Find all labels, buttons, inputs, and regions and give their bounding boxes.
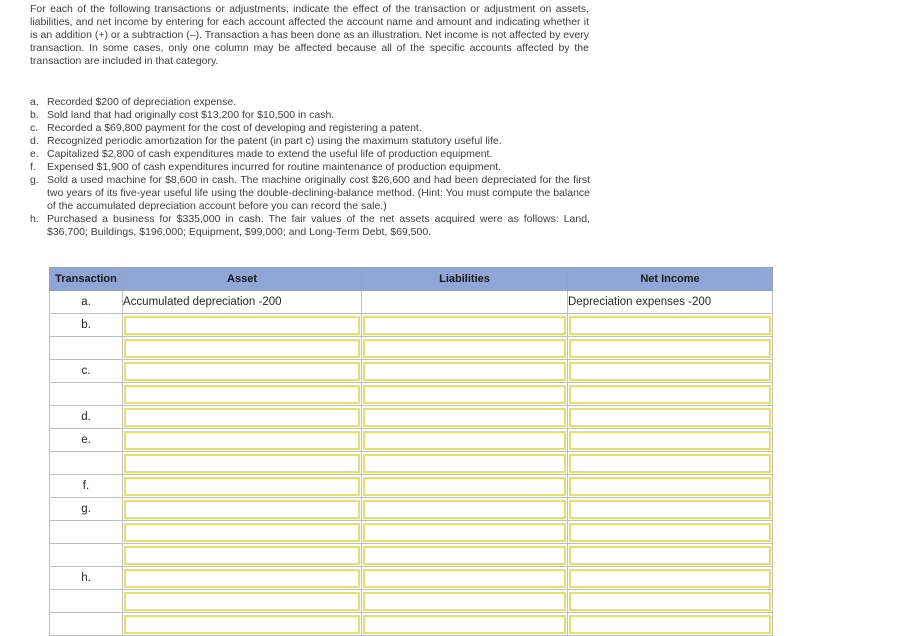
transaction-letter: f.: [30, 161, 36, 173]
net-income-input[interactable]: [569, 362, 771, 381]
table-row-f: [50, 475, 773, 498]
column-header-transaction: Transaction: [50, 268, 123, 291]
transaction-letter: g.: [30, 174, 39, 186]
net-income-cell: [568, 360, 773, 383]
liabilities-cell: [362, 383, 568, 406]
liabilities-input[interactable]: [363, 569, 566, 588]
net-income-input[interactable]: [569, 546, 771, 565]
transaction-label: [50, 590, 123, 613]
liabilities-cell: [362, 360, 568, 383]
transaction-label: b.: [50, 314, 123, 337]
asset-input[interactable]: [124, 615, 360, 634]
liabilities-cell: [362, 544, 568, 567]
asset-cell: [123, 567, 362, 590]
transaction-label: [50, 337, 123, 360]
transaction-item-c: [30, 122, 590, 135]
asset-value: Accumulated depreciation -200: [123, 291, 362, 314]
liabilities-input[interactable]: [363, 385, 566, 404]
asset-cell: [123, 383, 362, 406]
asset-cell: [123, 521, 362, 544]
asset-input[interactable]: [124, 362, 360, 381]
liabilities-input[interactable]: [363, 316, 566, 335]
table-row-g: [50, 498, 773, 521]
liabilities-input[interactable]: [363, 592, 566, 611]
column-header-net-income: Net Income: [568, 268, 773, 291]
header-row: [50, 268, 773, 291]
net-income-input[interactable]: [569, 431, 771, 450]
effects-table-header: [50, 268, 773, 291]
net-income-value: Depreciation expenses -200: [568, 291, 773, 314]
net-income-cell: [568, 337, 773, 360]
table-row-h: [50, 567, 773, 590]
net-income-input[interactable]: [569, 500, 771, 519]
transaction-item-a: [30, 96, 590, 109]
transaction-label: [50, 452, 123, 475]
net-income-input[interactable]: [569, 408, 771, 427]
transaction-text: Recorded a $69,800 payment for the cost of developing and registering a patent.: [47, 122, 422, 134]
liabilities-cell: [362, 429, 568, 452]
net-income-input[interactable]: [569, 477, 771, 496]
net-income-input[interactable]: [569, 339, 771, 358]
table-row-cont-10: [50, 521, 773, 544]
transaction-label: h.: [50, 567, 123, 590]
asset-input[interactable]: [124, 316, 360, 335]
net-income-cell: [568, 544, 773, 567]
transaction-letter: e.: [30, 148, 39, 160]
transaction-list: [30, 96, 590, 239]
net-income-input[interactable]: [569, 592, 771, 611]
transaction-text: Expensed $1,900 of cash expenditures incurred for routine maintenance of production equipment.: [47, 161, 502, 173]
net-income-cell: [568, 452, 773, 475]
liabilities-input[interactable]: [363, 362, 566, 381]
asset-cell: [123, 406, 362, 429]
asset-cell: [123, 429, 362, 452]
table-row-e: [50, 429, 773, 452]
net-income-cell: [568, 406, 773, 429]
net-income-input[interactable]: [569, 385, 771, 404]
instructions-paragraph: For each of the following transactions or adjustments, indicate the effect of the transaction or adjustment on assets, liabilities, and net income by entering for each account affected the account name and amount and indicating whether it is an addition (+) or a subtraction (–). Transaction a has been done as an illustration. Net income is not affected by every transaction. In some cases, only one column may be affected because all of the specific accounts affected by the transaction are included in that category.: [30, 3, 589, 67]
column-header-liabilities: Liabilities: [362, 268, 568, 291]
transaction-text: Recorded $200 of depreciation expense.: [47, 96, 237, 108]
transaction-letter: b.: [30, 109, 39, 121]
asset-cell: [123, 452, 362, 475]
transaction-text: Capitalized $2,800 of cash expenditures made to extend the useful life of production equipment.: [47, 148, 493, 160]
transaction-text: Recognized periodic amortization for the patent (in part c) using the maximum statutory useful life.: [47, 135, 502, 147]
table-row-cont-11: [50, 544, 773, 567]
transaction-item-d: [30, 135, 590, 148]
transaction-label: g.: [50, 498, 123, 521]
asset-input[interactable]: [124, 523, 360, 542]
table-row-cont-2: [50, 337, 773, 360]
net-income-input[interactable]: [569, 523, 771, 542]
transaction-letter: d.: [30, 135, 39, 147]
liabilities-input[interactable]: [363, 454, 566, 473]
asset-cell: [123, 498, 362, 521]
transaction-item-g: [30, 174, 590, 213]
net-income-input[interactable]: [569, 615, 771, 634]
transaction-letter: h.: [30, 213, 39, 225]
liabilities-cell: [362, 590, 568, 613]
table-row-d: [50, 406, 773, 429]
liabilities-input[interactable]: [363, 477, 566, 496]
transaction-label: c.: [50, 360, 123, 383]
net-income-input[interactable]: [569, 454, 771, 473]
transaction-label: [50, 544, 123, 567]
asset-input[interactable]: [124, 431, 360, 450]
asset-cell: [123, 590, 362, 613]
liabilities-cell: [362, 521, 568, 544]
transaction-letter: a.: [30, 96, 39, 108]
asset-cell: [123, 544, 362, 567]
asset-input[interactable]: [124, 454, 360, 473]
table-row-b: [50, 314, 773, 337]
liabilities-cell: [362, 452, 568, 475]
liabilities-cell: [362, 498, 568, 521]
liabilities-cell: [362, 337, 568, 360]
liabilities-cell: [362, 406, 568, 429]
net-income-cell: [568, 383, 773, 406]
effects-table: [49, 267, 773, 636]
transaction-letter: c.: [30, 122, 39, 134]
table-row-cont-7: [50, 452, 773, 475]
asset-input[interactable]: [124, 385, 360, 404]
transaction-item-e: [30, 148, 590, 161]
table-row-cont-4: [50, 383, 773, 406]
liabilities-input[interactable]: [363, 500, 566, 519]
transaction-label: e.: [50, 429, 123, 452]
net-income-cell: [568, 521, 773, 544]
transaction-label: [50, 521, 123, 544]
liabilities-input[interactable]: [363, 615, 566, 634]
asset-input[interactable]: [124, 339, 360, 358]
liabilities-cell: [362, 475, 568, 498]
liabilities-input[interactable]: [363, 408, 566, 427]
transaction-text: Sold a used machine for $8,600 in cash. The machine originally cost $26,600 and had been depreciated for the first two years of its five-year useful life using the double-declining-balance method. (Hint: You must compute the balance of the accumulated depreciation account before you can record the sale.): [47, 174, 590, 212]
liabilities-input[interactable]: [363, 431, 566, 450]
asset-input[interactable]: [124, 569, 360, 588]
net-income-cell: [568, 314, 773, 337]
net-income-cell: [568, 567, 773, 590]
table-row-cont-13: [50, 590, 773, 613]
asset-input[interactable]: [124, 546, 360, 565]
liabilities-input[interactable]: [363, 339, 566, 358]
asset-input[interactable]: [124, 477, 360, 496]
transaction-label: d.: [50, 406, 123, 429]
net-income-cell: [568, 475, 773, 498]
net-income-cell: [568, 590, 773, 613]
transaction-text: Sold land that had originally cost $13,200 for $10,500 in cash.: [47, 109, 335, 121]
asset-input[interactable]: [124, 592, 360, 611]
net-income-cell: [568, 498, 773, 521]
transaction-item-h: [30, 213, 590, 239]
transaction-label: f.: [50, 475, 123, 498]
transaction-text: Purchased a business for $335,000 in cash. The fair values of the net assets acquired were as follows: Land, $36,700; Buildings, $196,000; Equipment, $99,000; and Long-Term Debt, $69,500.: [47, 213, 590, 238]
column-header-asset: Asset: [123, 268, 362, 291]
asset-cell: [123, 337, 362, 360]
transaction-label: [50, 383, 123, 406]
asset-input[interactable]: [124, 500, 360, 519]
asset-input[interactable]: [124, 408, 360, 427]
asset-cell: [123, 360, 362, 383]
liabilities-input[interactable]: [363, 523, 566, 542]
effects-table-body: [50, 291, 773, 636]
transaction-item-f: [30, 161, 590, 174]
liabilities-value: [362, 291, 568, 314]
net-income-cell: [568, 429, 773, 452]
transaction-label: a.: [50, 291, 123, 314]
net-income-input[interactable]: [569, 569, 771, 588]
table-row-a: [50, 291, 773, 314]
asset-cell: [123, 314, 362, 337]
asset-cell: [123, 475, 362, 498]
net-income-input[interactable]: [569, 316, 771, 335]
liabilities-cell: [362, 567, 568, 590]
transaction-item-b: [30, 109, 590, 122]
liabilities-cell: [362, 314, 568, 337]
table-row-c: [50, 360, 773, 383]
liabilities-input[interactable]: [363, 546, 566, 565]
